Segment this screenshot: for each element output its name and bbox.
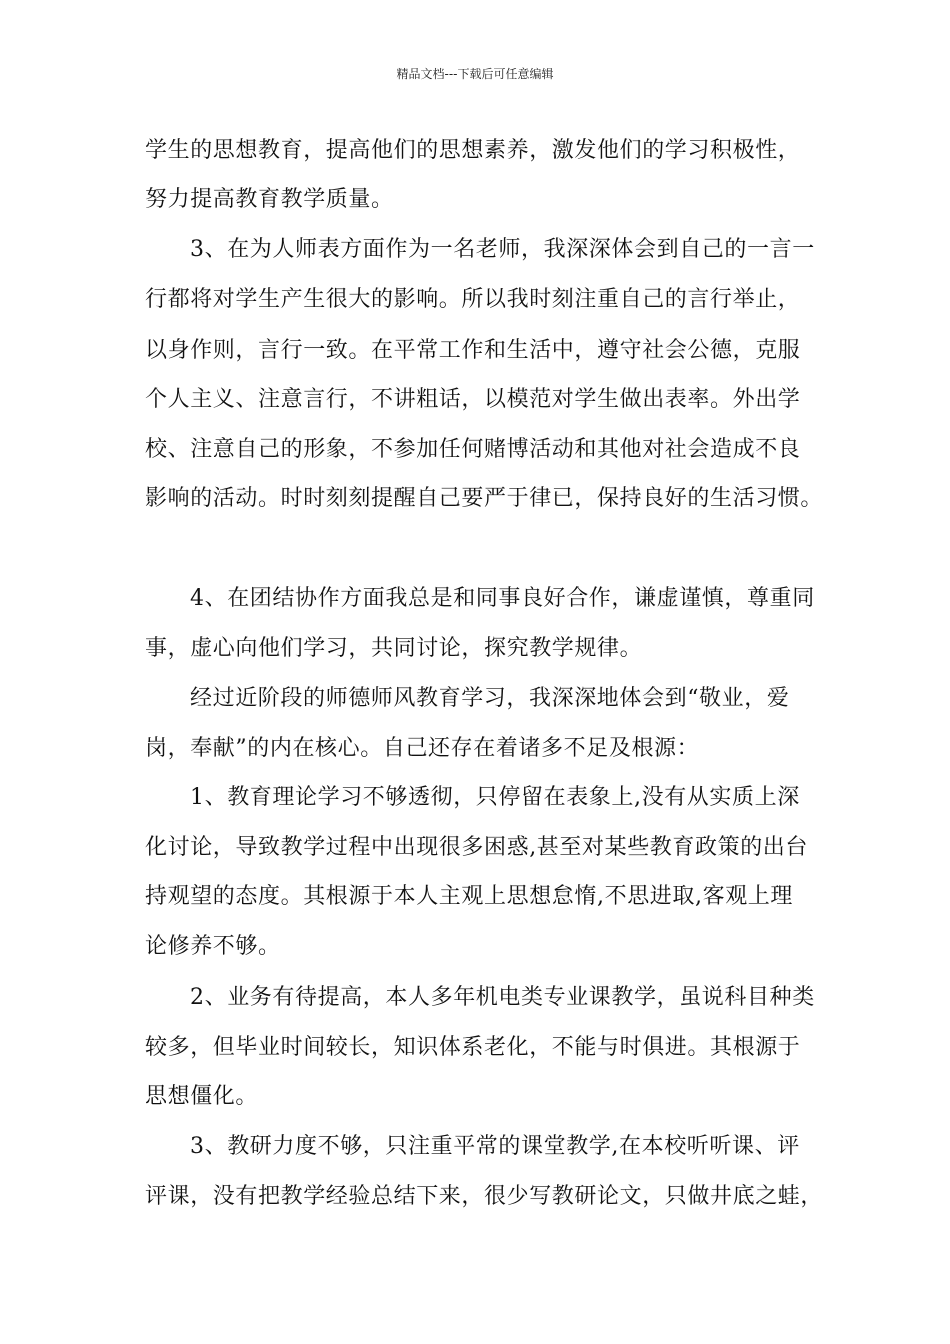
text-line: 经过近阶段的师德师风教育学习，我深深地体会到“敬业，爱 [190,686,790,711]
text-line: 较多，但毕业时间较长，知识体系老化，不能与时俱进。其根源于 [145,1035,801,1060]
text-line: 努力提高教育教学质量。 [145,187,394,212]
text-line: 个人主义、注意言行，不讲粗话，以模范对学生做出表率。外出学 [145,387,801,412]
text-line: 论修养不够。 [145,934,281,959]
text-line: 持观望的态度。其根源于本人主观上思想怠惰,不思进取,客观上理 [145,884,793,909]
text-line: 化讨论，导致教学过程中出现很多困惑,甚至对某些教育政策的出台 [145,835,808,860]
text-line: 3、在为人师表方面作为一名老师，我深深体会到自己的一言一 [190,237,815,262]
text-line: 学生的思想教育，提高他们的思想素养，激发他们的学习积极性， [145,138,801,163]
text-line: 2、业务有待提高，本人多年机电类专业课教学，虽说科目种类 [190,985,815,1010]
text-line: 3、教研力度不够，只注重平常的课堂教学,在本校听听课、评 [190,1134,800,1159]
text-line: 评课，没有把教学经验总结下来，很少写教研论文，只做井底之蛙， [145,1184,824,1209]
text-line: 岗，奉献”的内在核心。自己还存在着诸多不足及根源： [145,736,700,761]
text-line: 思想僵化。 [145,1084,259,1109]
text-line: 事，虚心向他们学习，共同讨论，探究教学规律。 [145,636,643,661]
text-line: 影响的活动。时时刻刻提醒自己要严于律已，保持良好的生活习惯。 [145,486,824,511]
text-line: 行都将对学生产生很大的影响。所以我时刻注重自己的言行举止， [145,287,801,312]
text-line: 1、教育理论学习不够透彻，只停留在表象上,没有从实质上深 [190,785,800,810]
page-header: 精品文档---下载后可任意编辑 [396,67,554,81]
text-line: 校、注意自己的形象，不参加任何赌博活动和其他对社会造成不良 [145,437,801,462]
text-line: 以身作则，言行一致。在平常工作和生活中，遵守社会公德，克服 [145,338,801,363]
text-line: 4、在团结协作方面我总是和同事良好合作，谦虚谨慎，尊重同 [190,586,815,611]
